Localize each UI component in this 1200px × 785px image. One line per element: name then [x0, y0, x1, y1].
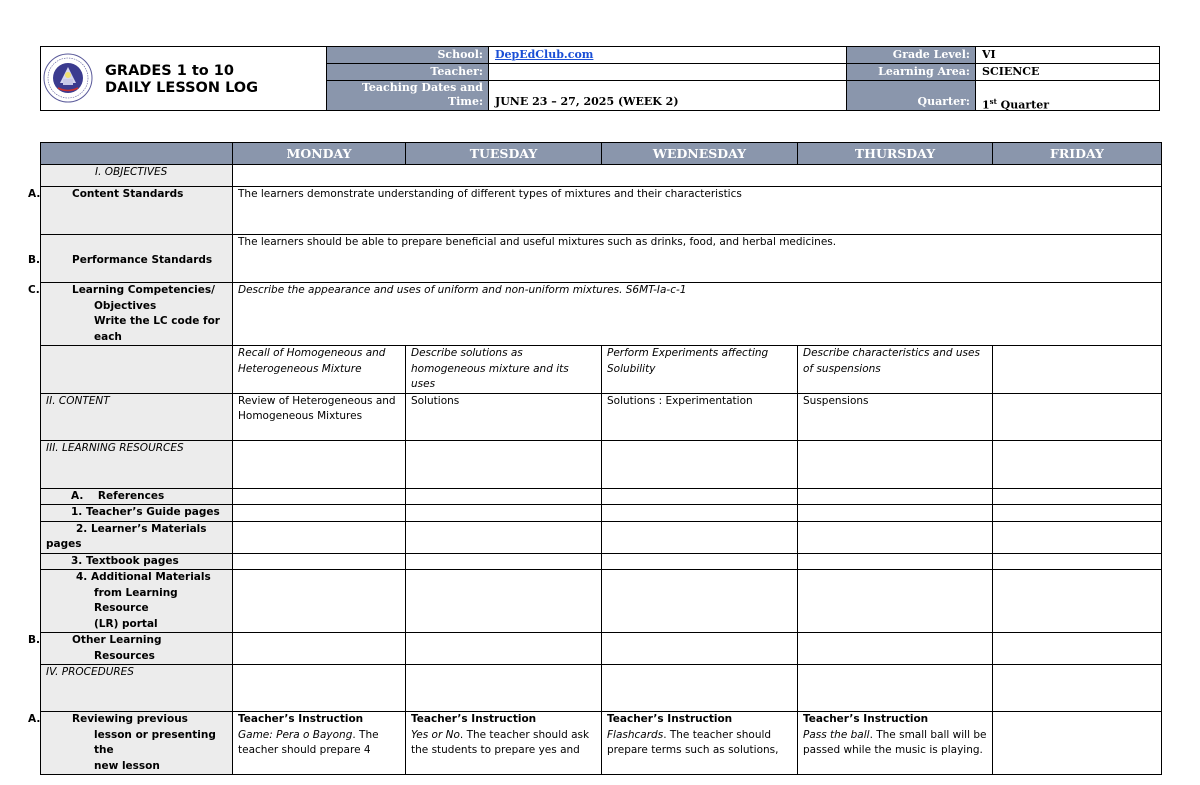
day-header-friday: FRIDAY — [993, 143, 1162, 165]
learning-resources-row — [41, 440, 1162, 488]
log-title — [105, 63, 258, 97]
review-wednesday-game: Flashcards — [607, 728, 664, 741]
review-wednesday-title: Teacher’s Instruction — [607, 713, 733, 725]
content-thursday: Suspensions — [798, 393, 993, 440]
dates-label — [327, 81, 489, 110]
references-cell-wed — [602, 488, 798, 505]
review-monday-game: Game: Pera o Bayong — [238, 728, 353, 741]
content-standards-text: The learners demonstrate understanding of different types of mixtures and their characteristics — [233, 187, 1162, 235]
review-monday-text: . The teacher should prepare 4 — [238, 728, 379, 756]
resources-cell-mon — [233, 440, 406, 488]
daily-objective-tuesday: Describe solutions as homogeneous mixture and its uses — [406, 346, 602, 394]
learners-materials-line2: pages — [46, 538, 82, 550]
references-cell-fri — [993, 488, 1162, 505]
review-lesson-line3: new lesson — [94, 759, 160, 772]
am-cell-tue — [406, 570, 602, 633]
tb-cell-wed — [602, 553, 798, 570]
review-monday — [233, 712, 406, 775]
performance-standards-row — [41, 235, 1162, 283]
review-tuesday — [406, 712, 602, 775]
review-tuesday-game: Yes or No — [411, 728, 460, 741]
tg-cell-fri — [993, 505, 1162, 522]
teachers-guide-row — [41, 505, 1162, 522]
daily-objective-monday: Recall of Homogeneous and Heterogeneous Mixture — [233, 346, 406, 394]
day-header-monday: MONDAY — [233, 143, 406, 165]
objectives-heading: I. OBJECTIVES — [41, 165, 233, 187]
tg-cell-thu — [798, 505, 993, 522]
lesson-log-header — [40, 46, 1160, 111]
content-wednesday: Solutions : Experimentation — [602, 393, 798, 440]
resources-cell-wed — [602, 440, 798, 488]
header-title-block — [41, 47, 327, 110]
quarter-text: Quarter — [996, 98, 1050, 112]
content-standards-num: A. — [28, 188, 41, 200]
or-cell-wed — [602, 633, 798, 665]
daily-objectives-row — [41, 346, 1162, 394]
log-title-line1: GRADES 1 to 10 — [105, 63, 234, 79]
review-friday — [993, 712, 1162, 775]
content-row — [41, 393, 1162, 440]
school-value — [489, 47, 846, 64]
am-cell-wed — [602, 570, 798, 633]
review-lesson-line1: Reviewing previous — [72, 713, 188, 725]
review-tuesday-text: . The teacher should ask the students to prepare yes and — [411, 728, 590, 756]
teacher-value[interactable] — [489, 64, 846, 81]
content-standards-label — [28, 187, 233, 235]
other-resources-num: B. — [28, 634, 40, 646]
quarter-label: Quarter: — [846, 81, 976, 110]
additional-materials-line1: 4. Additional Materials — [76, 571, 211, 583]
tb-cell-mon — [233, 553, 406, 570]
school-label: School: — [327, 47, 489, 64]
other-resources-label — [28, 633, 233, 665]
content-standards-label-text: Content Standards — [72, 188, 184, 200]
tb-cell-thu — [798, 553, 993, 570]
other-resources-line2: Resources — [94, 649, 155, 662]
lm-cell-mon — [233, 521, 406, 553]
performance-standards-label — [28, 235, 233, 283]
objectives-heading-row — [41, 165, 1162, 187]
review-lesson-line2: lesson or presenting the — [94, 728, 216, 756]
lm-cell-wed — [602, 521, 798, 553]
tb-cell-tue — [406, 553, 602, 570]
log-title-line2: DAILY LESSON LOG — [105, 80, 259, 96]
day-header-blank — [41, 143, 233, 165]
performance-standards-text: The learners should be able to prepare beneficial and useful mixtures such as drinks, food, and herbal medicines. — [233, 235, 1162, 283]
review-lesson-label — [28, 712, 233, 775]
lm-cell-fri — [993, 521, 1162, 553]
day-header-row — [41, 143, 1162, 165]
review-lesson-row — [41, 712, 1162, 775]
additional-materials-line2: from Learning Resource — [94, 586, 178, 614]
grade-level-label: Grade Level: — [846, 47, 976, 64]
review-monday-title: Teacher’s Instruction — [238, 713, 364, 725]
competencies-num: C. — [28, 284, 40, 296]
review-thursday-title: Teacher’s Instruction — [803, 713, 929, 725]
proc-cell-wed — [602, 665, 798, 712]
content-tuesday: Solutions — [406, 393, 602, 440]
review-tuesday-title: Teacher’s Instruction — [411, 713, 537, 725]
references-cell-tue — [406, 488, 602, 505]
daily-objective-wednesday: Perform Experiments affecting Solubility — [602, 346, 798, 394]
content-heading: II. CONTENT — [41, 393, 233, 440]
tg-cell-mon — [233, 505, 406, 522]
daily-objective-thursday: Describe characteristics and uses of suspensions — [798, 346, 993, 394]
daily-lesson-table — [28, 142, 1162, 775]
content-monday: Review of Heterogeneous and Homogeneous Mixtures — [233, 393, 406, 440]
learning-resources-heading: III. LEARNING RESOURCES — [41, 440, 233, 488]
textbook-label: 3. Textbook pages — [41, 553, 233, 570]
references-label: A. References — [41, 488, 233, 505]
teachers-guide-label: 1. Teacher’s Guide pages — [41, 505, 233, 522]
references-cell-mon — [233, 488, 406, 505]
dates-label-line2: Time: — [447, 95, 483, 108]
or-cell-fri — [993, 633, 1162, 665]
additional-materials-row — [41, 570, 1162, 633]
or-cell-mon — [233, 633, 406, 665]
proc-cell-tue — [406, 665, 602, 712]
additional-materials-line3: (LR) portal — [94, 617, 158, 630]
review-wednesday — [602, 712, 798, 775]
content-friday — [993, 393, 1162, 440]
other-resources-row — [41, 633, 1162, 665]
learners-materials-row — [41, 521, 1162, 553]
learning-area-label: Learning Area: — [846, 64, 976, 81]
references-row — [41, 488, 1162, 505]
review-wednesday-text: . The teacher should prepare terms such as solutions, — [607, 728, 779, 756]
proc-cell-thu — [798, 665, 993, 712]
procedures-heading: IV. PROCEDURES — [41, 665, 233, 712]
quarter-suffix: st — [989, 97, 997, 106]
competencies-text: Describe the appearance and uses of uniform and non-uniform mixtures. S6MT-Ia-c-1 — [233, 283, 1162, 346]
dates-label-line1: Teaching Dates and — [361, 81, 483, 94]
competencies-label — [28, 283, 233, 346]
day-header-wednesday: WEDNESDAY — [602, 143, 798, 165]
performance-standards-label-text: Performance Standards — [72, 253, 213, 266]
am-cell-fri — [993, 570, 1162, 633]
tb-cell-fri — [993, 553, 1162, 570]
lm-cell-thu — [798, 521, 993, 553]
review-lesson-num: A. — [28, 713, 41, 725]
references-cell-thu — [798, 488, 993, 505]
day-header-thursday: THURSDAY — [798, 143, 993, 165]
or-cell-thu — [798, 633, 993, 665]
dates-value: JUNE 23 – 27, 2025 (WEEK 2) — [495, 95, 679, 108]
other-resources-line1: Other Learning — [72, 634, 162, 646]
daily-objective-friday — [993, 346, 1162, 394]
lm-cell-tue — [406, 521, 602, 553]
learning-area-value: SCIENCE — [976, 64, 1159, 81]
grade-level-value: VI — [976, 47, 1159, 64]
competencies-label-line2: Objectives — [94, 299, 157, 312]
learners-materials-label — [41, 521, 233, 553]
resources-cell-fri — [993, 440, 1162, 488]
review-thursday — [798, 712, 993, 775]
performance-standards-num: B. — [28, 253, 40, 266]
tg-cell-tue — [406, 505, 602, 522]
procedures-row — [41, 665, 1162, 712]
learners-materials-line1: 2. Learner’s Materials — [76, 522, 207, 535]
or-cell-tue — [406, 633, 602, 665]
teacher-label — [327, 64, 489, 81]
proc-cell-fri — [993, 665, 1162, 712]
content-standards-row — [41, 187, 1162, 235]
quarter-value — [976, 81, 1159, 110]
review-thursday-text: . The small ball will be passed while the music is playing. — [803, 728, 987, 756]
proc-cell-mon — [233, 665, 406, 712]
daily-objectives-label — [41, 346, 233, 394]
teacher-label-text: Teacher: — [430, 65, 483, 78]
resources-cell-tue — [406, 440, 602, 488]
textbook-row — [41, 553, 1162, 570]
school-link[interactable]: DepEdClub.com — [495, 48, 594, 61]
competencies-label-line3: Write the LC code for — [94, 315, 220, 327]
review-thursday-game: Pass the ball — [803, 728, 870, 741]
tg-cell-wed — [602, 505, 798, 522]
resources-cell-thu — [798, 440, 993, 488]
competencies-label-line1: Learning Competencies/ — [72, 284, 215, 296]
deped-seal-icon — [43, 53, 93, 103]
additional-materials-label — [41, 570, 233, 633]
quarter-number: 1 — [982, 98, 990, 112]
objectives-blank-cell — [233, 165, 1162, 187]
am-cell-mon — [233, 570, 406, 633]
am-cell-thu — [798, 570, 993, 633]
day-header-tuesday: TUESDAY — [406, 143, 602, 165]
competencies-row — [41, 283, 1162, 346]
competencies-label-line4: each — [94, 330, 122, 343]
